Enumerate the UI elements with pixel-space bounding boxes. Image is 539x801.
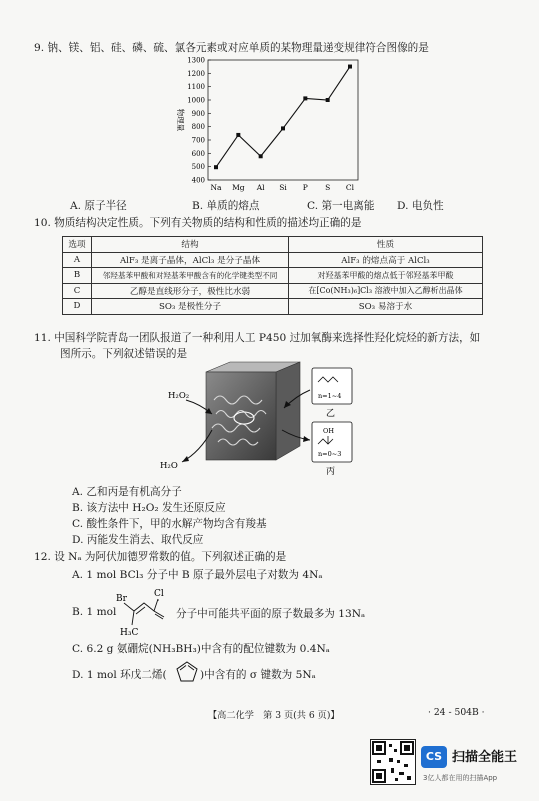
- x-tick-label: Si: [279, 183, 287, 192]
- q11-option-d: D. 丙能发生消去、取代反应: [72, 534, 204, 546]
- data-point: [348, 65, 352, 69]
- q9-option-d: D. 电负性: [397, 200, 444, 212]
- table-header-cell: 选项: [63, 237, 92, 253]
- bromine-label: Br: [116, 594, 127, 604]
- question-11-stem-line2: 图所示。下列叙述错误的是: [60, 348, 188, 360]
- q9-option-b: B. 单质的熔点: [192, 200, 260, 212]
- x-tick-label: Al: [256, 183, 265, 192]
- question-10-stem: 10. 物质结构决定性质。下列有关物质的结构和性质的描述均正确的是: [34, 217, 362, 229]
- y-tick-label: 400: [191, 176, 205, 185]
- h2o2-label: H₂O₂: [168, 391, 190, 401]
- question-9-stem: 9. 钠、镁、铝、硅、磷、硫、氯各元素或对应单质的某物理量递变规律符合图像的是: [34, 42, 429, 54]
- q11-option-b: B. 该方法中 H₂O₂ 发生还原反应: [72, 502, 226, 514]
- q9-option-a: A. 原子半径: [70, 200, 127, 212]
- y-tick-label: 1000: [187, 96, 205, 105]
- table-cell: 对羟基苯甲酸的熔点低于邻羟基苯甲酸: [289, 268, 483, 284]
- q12-option-a: A. 1 mol BCl₃ 分子中 B 原子最外层电子对数为 4Nₐ: [72, 569, 323, 581]
- y-tick-label: 900: [191, 109, 205, 118]
- data-point: [281, 126, 285, 130]
- data-point: [236, 133, 240, 137]
- page-code: · 24 - 504B ·: [428, 707, 485, 718]
- cyclopentadiene-icon: [175, 660, 199, 684]
- table-header-cell: 结构: [92, 237, 289, 253]
- q12-option-b-prefix: B. 1 mol: [72, 606, 117, 618]
- cube-front: [206, 372, 276, 460]
- series-line: [216, 67, 350, 168]
- x-tick-label: Mg: [232, 183, 245, 192]
- plot-frame: [208, 60, 358, 180]
- question-11-stem-line1: 11. 中国科学院青岛一团队报道了一种利用人工 P450 过加氧酶来选择性羟化烷烃的新方法，如: [34, 332, 481, 344]
- table-cell: A: [63, 252, 92, 268]
- substrate-label: 乙: [326, 409, 336, 419]
- table-header-cell: 性质: [289, 237, 483, 253]
- q9-line-chart: [168, 54, 368, 204]
- watermark-title: 扫描全能王: [452, 750, 518, 765]
- page-footer: 【高二化学 第 3 页(共 6 页)】: [208, 710, 340, 721]
- table-row: [63, 268, 483, 284]
- table-header-row: [63, 237, 483, 253]
- q11-enzyme-figure: [160, 360, 390, 478]
- product-label: 丙: [326, 467, 336, 477]
- table-cell: B: [63, 268, 92, 284]
- chlorine-label: Cl: [154, 589, 164, 599]
- x-tick-label: P: [302, 183, 308, 192]
- q10-table: [62, 236, 483, 315]
- q12-option-d-prefix: D. 1 mol 环戊二烯(: [72, 669, 167, 681]
- question-12-stem: 12. 设 Nₐ 为阿伏加德罗常数的值。下列叙述正确的是: [34, 551, 287, 563]
- table-cell: D: [63, 299, 92, 315]
- q9-option-c: C. 第一电离能: [307, 200, 375, 212]
- watermark-subtitle: 3亿人都在用的扫描App: [423, 774, 498, 782]
- table-cell: 邻羟基苯甲酸和对羟基苯甲酸含有的化学键类型不同: [92, 268, 289, 284]
- table-cell: 在[Co(NH₃)₆]Cl₃ 溶液中加入乙醇析出晶体: [289, 283, 483, 299]
- q11-option-c: C. 酸性条件下，甲的水解产物均含有羧基: [72, 518, 267, 530]
- q12-option-c: C. 6.2 g 氨硼烷(NH₃BH₃)中含有的配位键数为 0.4Nₐ: [72, 643, 330, 655]
- arrow-head-icon: [182, 456, 189, 462]
- x-tick-label: S: [325, 183, 331, 192]
- y-tick-label: 800: [191, 123, 205, 132]
- y-tick-label: 700: [191, 136, 205, 145]
- table-cell: C: [63, 283, 92, 299]
- q12-molecule-structure: [112, 585, 174, 639]
- x-tick-label: Cl: [345, 183, 355, 192]
- double-bond-icon: [155, 614, 163, 619]
- y-axis-label: 物理量: [176, 108, 185, 132]
- q11-option-a: A. 乙和丙是有机高分子: [72, 486, 182, 498]
- table-row: [63, 299, 483, 315]
- data-point: [326, 98, 330, 102]
- table-cell: SO₃ 易溶于水: [289, 299, 483, 315]
- qr-code-icon: [370, 739, 416, 785]
- x-tick-label: Na: [210, 183, 222, 192]
- product-n-label: n=0~3: [318, 450, 342, 458]
- table-cell: 乙醇是直线形分子，极性比水弱: [92, 283, 289, 299]
- table-cell: SO₃ 是极性分子: [92, 299, 289, 315]
- y-tick-label: 1300: [187, 56, 205, 65]
- table-cell: AlF₃ 的熔点高于 AlCl₃: [289, 252, 483, 268]
- bond-lines-icon: [124, 599, 164, 625]
- h2o-label: H₂O: [160, 461, 178, 471]
- table-cell: AlF₃ 是离子晶体，AlCl₃ 是分子晶体: [92, 252, 289, 268]
- table-row: [63, 283, 483, 299]
- data-point: [303, 96, 307, 100]
- cube-side: [276, 362, 300, 460]
- arrow-head-icon: [303, 436, 310, 442]
- q12-option-d-suffix: )中含有的 σ 键数为 5Nₐ: [200, 669, 316, 681]
- data-point: [259, 154, 263, 158]
- y-tick-label: 1200: [187, 69, 205, 78]
- y-tick-label: 500: [191, 163, 205, 172]
- table-row: [63, 252, 483, 268]
- data-point: [214, 165, 218, 169]
- y-tick-label: 600: [191, 149, 205, 158]
- y-tick-label: 1100: [187, 83, 205, 92]
- methyl-label: H₃C: [120, 628, 139, 638]
- substrate-n-label: n=1~4: [318, 392, 342, 400]
- q12-option-b-suffix: 分子中可能共平面的原子数最多为 13Nₐ: [176, 608, 366, 620]
- camscanner-logo: CS: [421, 746, 447, 768]
- oh-label: OH: [323, 427, 334, 435]
